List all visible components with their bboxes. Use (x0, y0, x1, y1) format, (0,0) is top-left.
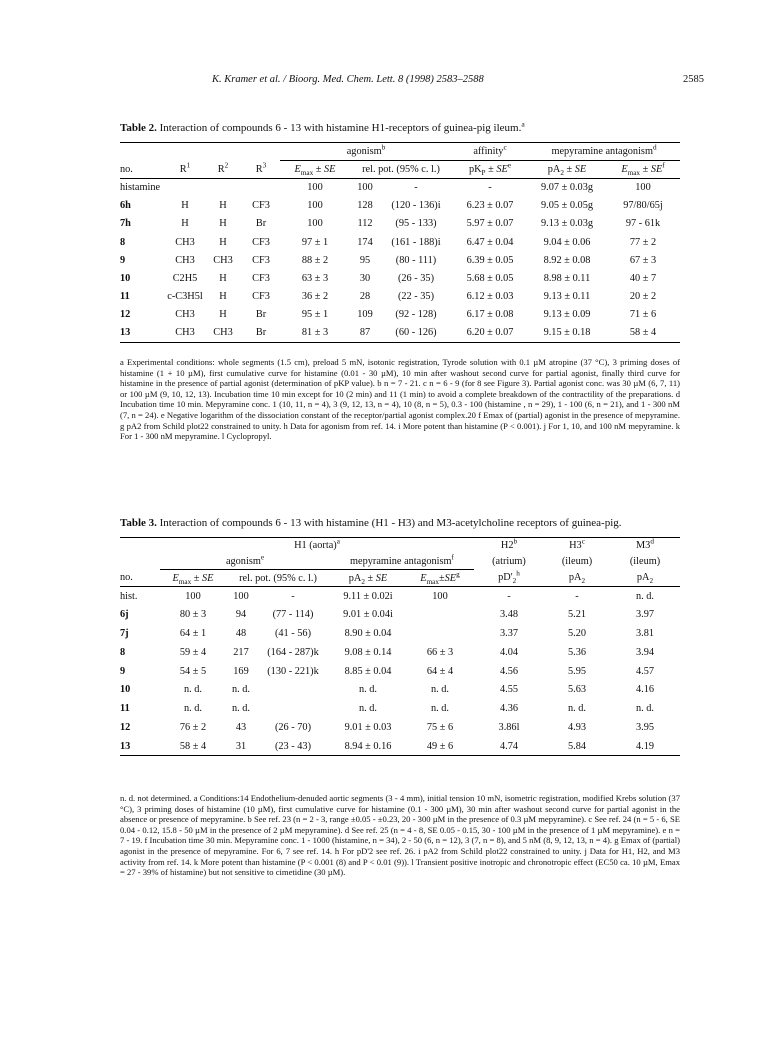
table-cell: 9.13 ± 0.09 (543, 309, 591, 321)
table-cell: 88 ± 2 (301, 254, 329, 266)
t3-column-header-row (120, 570, 680, 587)
t2-col-r1: $R^1$ (179, 161, 191, 175)
table-row (120, 699, 680, 718)
table-cell: n. d. (358, 684, 378, 696)
table-row (120, 662, 680, 681)
table-cell: 4.55 (499, 684, 519, 696)
t3-group-m3: M3$^d$ (636, 537, 654, 552)
table-row (120, 251, 680, 269)
table-cell: n. d. (635, 703, 655, 715)
table-cell: 100 (185, 590, 201, 602)
table-cell: 12 (120, 721, 131, 733)
table-row (120, 233, 680, 251)
table-cell: (41 - 56) (274, 627, 312, 639)
table-cell: 217 (233, 646, 249, 658)
table3-caption-text: Interaction of compounds 6 - 13 with histamine (H1 - H3) and M3-acetylcholine receptors of guinea-pig. (159, 517, 622, 529)
table3 (120, 537, 680, 756)
table-cell: (26 - 70) (274, 721, 312, 733)
table-cell (256, 699, 330, 718)
table-cell (204, 179, 242, 197)
table-cell: - (488, 182, 492, 194)
table-cell: 64 ± 1 (179, 627, 207, 639)
table-cell: 112 (357, 218, 373, 230)
table-cell: 59 ± 4 (179, 646, 207, 658)
t3-h2-tissue: (atrium) (492, 556, 526, 567)
table-cell: 81 ± 3 (301, 327, 329, 339)
table-cell: 100 (307, 182, 323, 194)
table-cell: CF3 (252, 273, 270, 285)
table-cell: (120 - 136)i (391, 200, 441, 212)
table-cell: CH3 (175, 309, 195, 321)
table-cell: 66 ± 3 (426, 646, 454, 658)
t2-group-affinity: affinity$^c$ (452, 143, 528, 161)
table-row (120, 718, 680, 737)
table-cell: n. d. (430, 684, 450, 696)
table-cell: 128 (357, 200, 373, 212)
table-cell: CH3 (213, 327, 233, 339)
t2-col-emax: $E_{max}$ ± SE (294, 164, 336, 178)
table-cell: (22 - 35) (397, 291, 435, 303)
table-cell: 4.93 (567, 721, 587, 733)
t3-col-emax-g: $E_{max}\pm SE^g$ (420, 570, 460, 586)
table-cell: 3.86l (498, 721, 520, 733)
table-cell: 5.21 (567, 609, 587, 621)
table-cell: CH3 (213, 254, 233, 266)
table-cell: 4.56 (499, 665, 519, 677)
table-row (120, 605, 680, 624)
table-cell: 9 (120, 665, 126, 677)
t2-col-pkp: $pK_P \pm SE^e$ (468, 161, 512, 178)
table-cell: 10 (120, 684, 131, 696)
table-cell: 48 (235, 627, 247, 639)
table-cell: 100 (635, 182, 651, 194)
table-cell: 3.48 (499, 609, 519, 621)
table-cell: 67 ± 3 (629, 254, 657, 266)
table-row (120, 269, 680, 287)
t3-col-pd2: $pD'_2^h$ (498, 569, 520, 586)
table-cell: 6.23 ± 0.07 (466, 200, 514, 212)
table-cell (406, 605, 474, 624)
t3-col-no: no. (120, 572, 133, 584)
t3-col-m3-pa2: $pA_2$ (636, 572, 654, 586)
table-cell: 8.85 ± 0.04 (344, 665, 392, 677)
table-cell: 169 (233, 665, 249, 677)
table-cell: (92 - 128) (395, 309, 437, 321)
table-cell: 4.19 (635, 740, 655, 752)
table2 (120, 142, 680, 343)
table-cell: - (507, 590, 511, 602)
table2-caption (120, 119, 680, 134)
table-cell: 8 (120, 646, 126, 658)
table-cell: 97 ± 1 (301, 236, 329, 248)
table-cell: 8.90 ± 0.04 (344, 627, 392, 639)
t2-group-mepyramine: mepyramine antagonism$^d$ (528, 143, 680, 161)
table-cell: 58 ± 4 (179, 740, 207, 752)
table-cell: n. d. (358, 703, 378, 715)
table-cell: 40 ± 7 (629, 273, 657, 285)
table-cell: 49 ± 6 (426, 740, 454, 752)
table-cell: n. d. (231, 684, 251, 696)
table-cell: - (414, 182, 418, 194)
table-cell: 5.63 (567, 684, 587, 696)
table-cell: n. d. (183, 703, 203, 715)
table-cell: 9 (120, 254, 126, 266)
table-cell: 5.36 (567, 646, 587, 658)
table-cell: n. d. (635, 590, 655, 602)
table-row (120, 179, 680, 197)
table-cell: 3.97 (635, 609, 655, 621)
table-cell: Br (255, 327, 267, 339)
table-cell: 8 (120, 236, 126, 248)
table-row (120, 324, 680, 342)
table-cell: 9.01 ± 0.03 (344, 721, 392, 733)
table-cell: 13 (120, 327, 131, 339)
table-cell: n. d. (231, 703, 251, 715)
table-cell: H (219, 218, 227, 230)
table-cell: n. d. (430, 703, 450, 715)
t3-col-relpot: rel. pot. (95% c. l.) (239, 572, 317, 584)
table-cell: - (575, 590, 579, 602)
table-cell: - (291, 590, 295, 602)
table-cell: 6.39 ± 0.05 (466, 254, 514, 266)
t2-col-r2: $R^2$ (217, 161, 229, 175)
table-cell: Br (255, 218, 267, 230)
table-cell: H (181, 200, 189, 212)
table-cell: (26 - 35) (397, 273, 435, 285)
table-cell (406, 624, 474, 643)
table-cell (256, 680, 330, 699)
table-cell: 9.08 ± 0.14 (344, 646, 392, 658)
t2-col-emax-f: $E_{max} \pm SE^f$ (621, 161, 665, 178)
table-cell: 100 (233, 590, 249, 602)
table-cell: 11 (120, 291, 130, 303)
table-row (120, 587, 680, 606)
table3-caption-label: Table 3. (120, 517, 157, 529)
table-cell: 6j (120, 609, 129, 621)
table-cell: (23 - 43) (274, 740, 312, 752)
table-cell: 7j (120, 627, 129, 639)
table-cell: (95 - 133) (395, 218, 437, 230)
table-cell: 4.74 (499, 740, 519, 752)
table-cell (166, 179, 204, 197)
table-cell: C2H5 (172, 273, 198, 285)
table-cell: H (219, 273, 227, 285)
t3-group-h1: H1 (aorta)$^a$ (294, 537, 340, 552)
table-row (120, 306, 680, 324)
table-cell (242, 179, 280, 197)
table-row (120, 680, 680, 699)
t3-m3-tissue: (ileum) (629, 556, 661, 567)
table-cell: 6.12 ± 0.03 (466, 291, 514, 303)
table-cell: 87 (359, 327, 371, 339)
table-cell: CF3 (252, 254, 270, 266)
table-cell: 97/80/65j (623, 200, 663, 212)
table-cell: 100 (307, 200, 323, 212)
page-number: 2585 (683, 74, 704, 85)
t2-col-relpot: rel. pot. (95% c. l.) (362, 164, 440, 175)
table-cell: 9.05 ± 0.05g (541, 200, 593, 212)
table-cell: 28 (359, 291, 371, 303)
table-cell: (80 - 111) (395, 254, 437, 266)
table-cell: 13 (120, 740, 131, 752)
table-cell: 9.01 ± 0.04i (343, 609, 393, 621)
table-cell: 5.68 ± 0.05 (466, 273, 514, 285)
table2-caption-text: Interaction of compounds 6 - 13 with histamine H1-receptors of guinea-pig ileum. (159, 122, 522, 134)
t2-group-agonism: agonism$^b$ (280, 143, 452, 161)
table-cell: H (181, 218, 189, 230)
table-cell: 6.17 ± 0.08 (466, 309, 514, 321)
table3-footnotes: n. d. not determined. a Conditions:14 Endothelium-denuded aortic segments (3 - 4 mm), initial tension 10 mN, isometric registration, modified Krebs solution (37 °C), 3 priming doses of histamine (10 µM), first cumulative curve for histamine (0.1 - 300 µM), 30 min after washout second curve for partial agonist in the absence or presence of mepyramine. b See ref. 23 (n = 2 - 3, range ±0.05 - ±0.23, 20 - 300 µM in the presence of 0.3 µM mepyramine). c See ref. 24 (n = 5 - 6, SE 0.04 - 0.12, 15.8 - 50 µM in the presence of 2 µM mepyramine). d See ref. 25 (n = 4 - 8, SE 0.05 - 0.15, 30 - 100 µM in the presence of 1 µM mepyramine). e n = 7 - 19. f Incubation time 30 min. Mepyramine conc. 1 - 1000 (histamine, n = 34), 2 - 50 (6, n = 12), 3 (7, n = 8), and 5 nM (8, 9, 12, 13, n = 4). g Emax of (partial) agonist in the presence of mepyramine. For 6, 7 see ref. 14. h For pD'2 see ref. 26. i pA2 from Schild plot22 constrained to unity. j Data for H1, H2, and M3 activity from ref. 14. k More potent than histamine (P < 0.001 (8) and P < 0.01 (9)). l Transient positive inotropic and chronotropic effect (EC50 ca. 10 µM, Emax = 27 - 39% of histamine) but not sensitive to cimetidine (30 µM). (120, 793, 680, 878)
table-cell: 4.57 (635, 665, 655, 677)
table-cell: 4.04 (499, 646, 519, 658)
table-cell: 6h (120, 200, 131, 212)
table-row (120, 624, 680, 643)
table-cell: 9.04 ± 0.06 (543, 236, 591, 248)
table-cell: H (219, 200, 227, 212)
table-cell: 77 ± 2 (629, 236, 657, 248)
table-row (120, 737, 680, 756)
table-row (120, 643, 680, 662)
table-cell: 5.95 (567, 665, 587, 677)
table-cell: CH3 (175, 327, 195, 339)
t2-col-pa2: $pA_2$ ± SE (547, 164, 587, 178)
t3-group-agonism: agonism$^e$ (160, 554, 330, 570)
table-cell: 3.94 (635, 646, 655, 658)
table-cell: hist. (120, 590, 138, 602)
table-cell: 9.07 ± 0.03g (541, 182, 593, 194)
t3-col-h3-pa2: $pA_2$ (568, 572, 586, 586)
table-cell: (130 - 221)k (267, 665, 319, 677)
table-cell: 75 ± 6 (426, 721, 454, 733)
table-cell: 71 ± 6 (629, 309, 657, 321)
table-cell: H (219, 236, 227, 248)
table-cell: 58 ± 4 (629, 327, 657, 339)
table-cell: 9.11 ± 0.02i (343, 590, 393, 602)
t2-col-r3: $R^3$ (255, 161, 267, 175)
table-cell: 5.84 (567, 740, 587, 752)
table-cell: (77 - 114) (272, 609, 314, 621)
table-cell: H (219, 291, 227, 303)
table-cell: 95 (359, 254, 371, 266)
table2-caption-label: Table 2. (120, 122, 157, 134)
table-cell: 8.92 ± 0.08 (543, 254, 591, 266)
table-cell: (161 - 188)i (391, 236, 441, 248)
table-cell: 36 ± 2 (301, 291, 329, 303)
table-cell: histamine (120, 182, 161, 194)
table-cell: 4.16 (635, 684, 655, 696)
table-cell: 11 (120, 703, 130, 715)
table-cell: CF3 (252, 200, 270, 212)
table-cell: 9.13 ± 0.11 (543, 291, 591, 303)
table-cell: 6.20 ± 0.07 (466, 327, 514, 339)
table3-caption (120, 517, 680, 529)
table-cell: 100 (307, 218, 323, 230)
table-cell: 10 (120, 273, 131, 285)
table-cell: 174 (357, 236, 373, 248)
table-cell: 63 ± 3 (301, 273, 329, 285)
table-cell: CH3 (175, 236, 195, 248)
table-cell: 3.95 (635, 721, 655, 733)
table-cell: 3.37 (499, 627, 519, 639)
table-cell: 5.20 (567, 627, 587, 639)
table-cell: 100 (432, 590, 448, 602)
table-cell: n. d. (567, 703, 587, 715)
table-cell: H (219, 309, 227, 321)
table-cell: 8.98 ± 0.11 (543, 273, 591, 285)
table-cell: 8.94 ± 0.16 (344, 740, 392, 752)
table2-caption-sup: a (521, 119, 525, 129)
table-cell: 95 ± 1 (301, 309, 329, 321)
table-cell: 5.97 ± 0.07 (466, 218, 514, 230)
table-row (120, 197, 680, 215)
table-cell: n. d. (183, 684, 203, 696)
table-cell: 80 ± 3 (179, 609, 207, 621)
table-cell: 31 (235, 740, 247, 752)
table-cell: 12 (120, 309, 131, 321)
t2-col-no: no. (120, 163, 133, 175)
table-cell: 54 ± 5 (179, 665, 207, 677)
table-cell: Br (255, 309, 267, 321)
table-cell: 64 ± 4 (426, 665, 454, 677)
table-row (120, 215, 680, 233)
t3-h3-tissue: (ileum) (561, 556, 593, 567)
table-row (120, 288, 680, 306)
table-cell: 7h (120, 218, 131, 230)
t3-group-h3: H3$^c$ (569, 537, 585, 552)
table-cell: (164 - 287)k (267, 646, 319, 658)
table-cell: 6.47 ± 0.04 (466, 236, 514, 248)
table-cell: (60 - 126) (395, 327, 437, 339)
table-cell: 9.15 ± 0.18 (543, 327, 591, 339)
t2-column-header-row (120, 161, 680, 179)
t3-col-emax: $E_{max}$ ± SE (172, 572, 214, 586)
table-cell: 3.81 (635, 627, 655, 639)
table-cell: CF3 (252, 236, 270, 248)
table-cell: 100 (357, 182, 373, 194)
table-cell: 76 ± 2 (179, 721, 207, 733)
table-cell: c-C3H5l (167, 291, 203, 303)
table2-footnotes: a Experimental conditions: whole segments (1.5 cm), preload 5 mN, isotonic registration, Tyrode solution with 0.1 µM atropine (37 °C), 3 priming doses of histamine (1 + 10 µM), first cumulative curve for histamine (0.01 - 30 µM), 10 min after washout second curve for partial agonist, finally third curve for histamine in the presence of partial agonist (determination of pKP value). b n = 7 - 21. c n = 6 - 9 (for 8 see Figure 3). Partial agonist conc. was 30 µM (6, 7, 11) or 100 µM (9, 10, 12, 13). Incubation time 10 min except for 10 (2 min) and 11 (1 min) to avoid a complete breakdown of the contractility of the preparations. d Incubation time 10 min. Mepyramine conc. 1 (10, 11, n = 4), 3 (9, 12, 13, n = 4), 10 (8, n = 5), 0.3 - 100 (histamine , n = 29), 1 - 100 (6, n = 21), and 1 - 300 nM (7, n = 24). e Negative logarithm of the dissociation constant of the receptor/partial agonist complex.20 f Emax of (partial) agonist in the presence of mepyramine. g pA2 from Schild plot22 constrained to unity. h Data for agonism from ref. 14. i More potent than histamine (P < 0.001). j For 1, 10, and 100 nM mepyramine. k For 1 - 300 nM mepyramine. l Cyclopropyl. (120, 357, 680, 442)
table-cell: 30 (359, 273, 371, 285)
t3-group-mepyramine: mepyramine antagonism$^f$ (330, 554, 474, 570)
t3-group-h2: H2$^b$ (500, 537, 518, 552)
table-cell: CF3 (252, 291, 270, 303)
table-cell: CH3 (175, 254, 195, 266)
t3-col-pa2: $pA_2$ ± SE (348, 572, 388, 586)
table-cell: 9.13 ± 0.03g (541, 218, 593, 230)
table-cell: 109 (357, 309, 373, 321)
table-cell: 94 (235, 609, 247, 621)
table-cell: 43 (235, 721, 247, 733)
journal-citation: K. Kramer et al. / Bioorg. Med. Chem. Lett. 8 (1998) 2583–2588 (212, 74, 484, 85)
table-cell: 97 - 61k (625, 218, 661, 230)
table-cell: 20 ± 2 (629, 291, 657, 303)
table-cell: 4.36 (499, 703, 519, 715)
